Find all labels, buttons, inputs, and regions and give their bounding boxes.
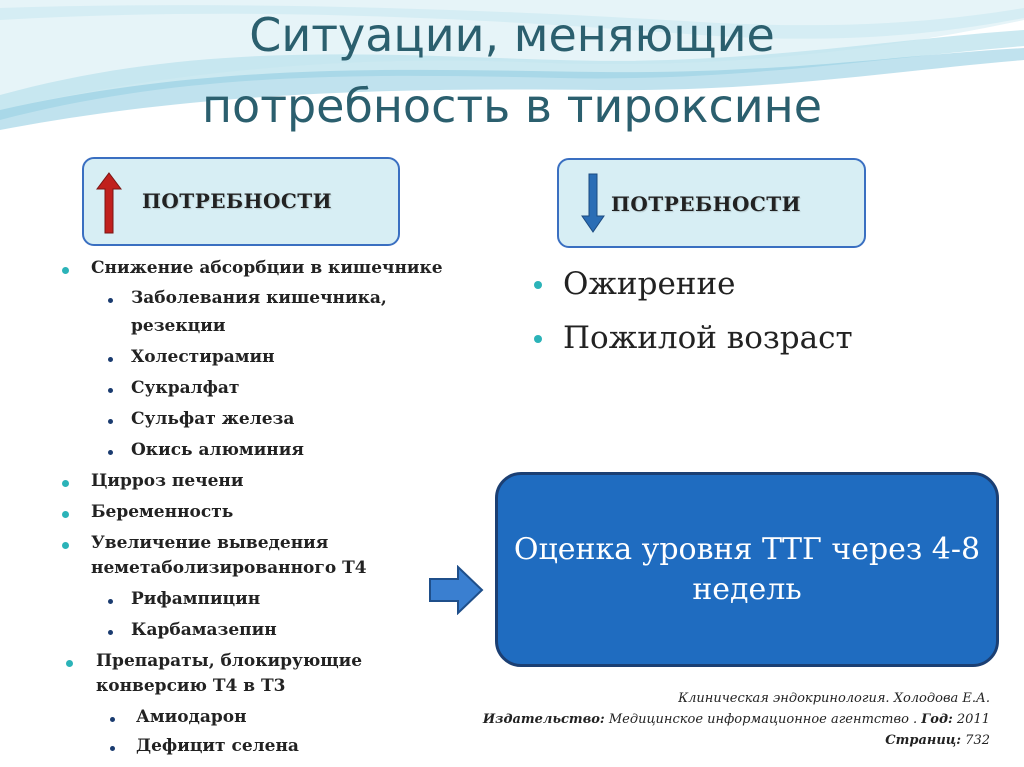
bullet-icon [62,267,69,274]
decrease-box-label: ПОТРЕБНОСТИ [611,192,802,216]
recommendation-box [495,472,999,667]
title-line-2: потребность в тироксине [201,79,823,133]
bullet-icon [108,298,113,303]
page-title [0,0,1024,144]
bullet-icon [66,660,73,667]
bullet-icon [534,335,542,343]
citation-line-3: Страниц: 732 [885,733,990,748]
citation-line-1: Клиническая эндокринология. Холодова Е.А. [678,691,990,706]
increase-box-label: ПОТРЕБНОСТИ [142,189,333,213]
citation [483,688,990,751]
increase-needs-box [82,157,400,246]
citation-line-2: Издательство: Медицинское информационное агентство . Год: 2011 [482,712,990,727]
bullet-icon [534,281,542,289]
bullet-icon [108,388,113,393]
recommendation-line-1: Оценка уровня ТТГ через 4-8 [513,531,981,567]
bullet-icon [108,599,113,604]
bullet-icon [108,450,113,455]
bullet-icon [110,717,115,722]
arrow-up-icon [96,171,122,235]
bullet-icon [108,419,113,424]
arrow-down-icon [581,172,605,234]
bullet-icon [108,357,113,362]
bullet-icon [62,511,69,518]
arrow-right-icon [428,565,484,615]
bullet-icon [62,480,69,487]
recommendation-line-2: недель [692,571,802,607]
bullet-icon [110,746,115,751]
bullet-icon [62,542,69,549]
decrease-needs-box [557,158,866,248]
bullet-icon [108,630,113,635]
title-line-1: Ситуации, меняющие [249,8,775,62]
